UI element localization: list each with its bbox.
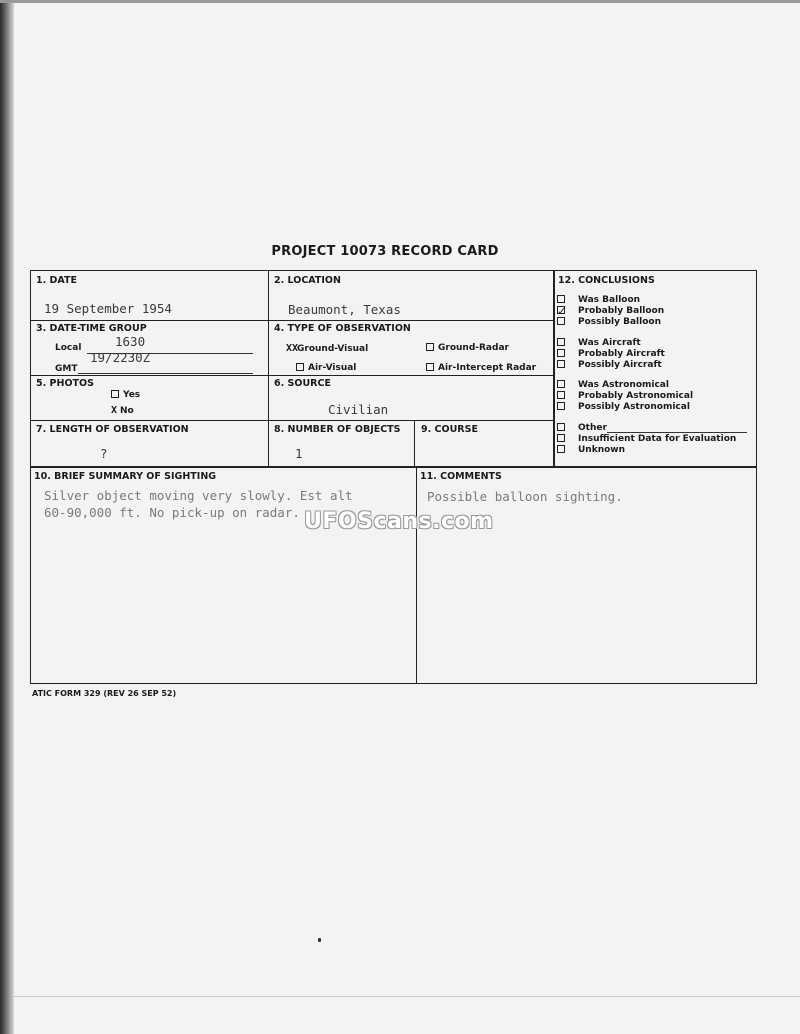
observation-type-label: 4. TYPE OF OBSERVATION <box>274 323 411 334</box>
row-divider-1 <box>30 320 553 321</box>
row-divider-2 <box>30 375 553 376</box>
conclusion-probably-astronomical <box>557 391 693 402</box>
was-astronomical-label: Was Astronomical <box>578 380 669 390</box>
photos-yes-option <box>111 390 140 400</box>
scan-fold-line <box>14 996 800 997</box>
summary-line-1: Silver object moving very slowly. Est alt <box>44 488 353 503</box>
probably-balloon-checkmark: ✓ <box>557 305 567 318</box>
unknown-label: Unknown <box>578 445 626 455</box>
ground-radar-label: Ground-Radar <box>438 343 509 353</box>
conclusion-possibly-aircraft <box>557 360 662 371</box>
possibly-astronomical-checkbox <box>557 402 565 410</box>
air-intercept-radar-label: Air-Intercept Radar <box>438 363 537 373</box>
course-label: 9. COURSE <box>421 424 478 435</box>
dtg-label: 3. DATE-TIME GROUP <box>36 323 147 334</box>
possibly-balloon-label: Possibly Balloon <box>578 317 661 327</box>
probably-astronomical-checkbox <box>557 391 565 399</box>
other-underline <box>607 432 747 433</box>
location-value: Beaumont, Texas <box>288 302 401 317</box>
objects-label: 8. NUMBER OF OBJECTS <box>274 424 401 435</box>
photos-yes-label: Yes <box>123 390 141 400</box>
course-divider <box>414 420 415 466</box>
possibly-astronomical-label: Possibly Astronomical <box>578 402 690 412</box>
conclusion-was-astronomical <box>557 380 669 391</box>
photos-label: 5. PHOTOS <box>36 378 94 389</box>
gmt-underline <box>78 373 253 374</box>
row-divider-4 <box>30 466 757 468</box>
air-visual-checkbox <box>296 363 304 371</box>
ground-visual-option <box>286 343 368 354</box>
probably-balloon-label: Probably Balloon <box>578 306 665 316</box>
local-label: Local <box>55 343 82 353</box>
location-label: 2. LOCATION <box>274 275 341 286</box>
conclusion-possibly-balloon <box>557 317 661 328</box>
conclusion-unknown <box>557 445 625 456</box>
was-balloon-checkbox <box>557 295 565 303</box>
was-astronomical-checkbox <box>557 380 565 388</box>
was-aircraft-label: Was Aircraft <box>578 338 641 348</box>
form-footer: ATIC FORM 329 (REV 26 SEP 52) <box>32 689 177 698</box>
probably-aircraft-checkbox <box>557 349 565 357</box>
comments-divider <box>416 466 417 684</box>
comments-value: Possible balloon sighting. <box>427 489 623 504</box>
ground-radar-checkbox <box>426 343 434 351</box>
photos-no-option <box>111 405 134 416</box>
photos-yes-checkbox <box>111 390 119 398</box>
ground-visual-label: Ground-Visual <box>297 344 369 354</box>
probably-aircraft-label: Probably Aircraft <box>578 349 665 359</box>
ground-visual-checkmark: XX <box>286 343 299 354</box>
was-balloon-label: Was Balloon <box>578 295 641 305</box>
insufficient-data-label: Insufficient Data for Evaluation <box>578 434 737 444</box>
unknown-checkbox <box>557 445 565 453</box>
conclusions-divider <box>553 270 555 466</box>
ground-radar-option <box>426 343 509 353</box>
conclusion-probably-aircraft <box>557 349 665 360</box>
other-checkbox <box>557 423 565 431</box>
other-label: Other <box>578 423 607 433</box>
watermark: UFOScans.com <box>304 509 494 534</box>
conclusion-possibly-astronomical <box>557 402 690 413</box>
summary-label: 10. BRIEF SUMMARY OF SIGHTING <box>34 471 217 482</box>
conclusion-was-balloon <box>557 295 640 306</box>
probably-astronomical-label: Probably Astronomical <box>578 391 694 401</box>
possibly-aircraft-checkbox <box>557 360 565 368</box>
air-intercept-radar-option <box>426 363 536 373</box>
was-aircraft-checkbox <box>557 338 565 346</box>
air-visual-option <box>296 363 356 373</box>
gmt-value: 19/2230Z <box>90 350 151 365</box>
conclusion-insufficient-data <box>557 434 736 445</box>
conclusions-label: 12. CONCLUSIONS <box>558 275 655 286</box>
scan-speck <box>318 938 321 942</box>
objects-value: 1 <box>295 446 303 461</box>
source-label: 6. SOURCE <box>274 378 331 389</box>
air-visual-label: Air-Visual <box>308 363 357 373</box>
scan-top-edge <box>0 0 800 3</box>
date-label: 1. DATE <box>36 275 77 286</box>
summary-line-2: 60-90,000 ft. No pick-up on radar. <box>44 505 300 520</box>
page-title: PROJECT 10073 RECORD CARD <box>271 244 499 259</box>
middle-divider <box>268 270 269 466</box>
comments-label: 11. COMMENTS <box>420 471 502 482</box>
conclusion-was-aircraft <box>557 338 641 349</box>
air-intercept-radar-checkbox <box>426 363 434 371</box>
gmt-label: GMT <box>55 364 78 374</box>
possibly-aircraft-label: Possibly Aircraft <box>578 360 662 370</box>
local-value: 1630 <box>115 334 146 349</box>
row-divider-3 <box>30 420 553 421</box>
insufficient-data-checkbox <box>557 434 565 442</box>
date-value: 19 September 1954 <box>44 301 172 316</box>
photos-no-checkmark: X <box>111 405 118 416</box>
scan-left-edge <box>0 0 14 1034</box>
source-value: Civilian <box>328 402 389 417</box>
conclusion-other <box>557 423 607 434</box>
length-value: ? <box>100 446 108 461</box>
photos-no-label: No <box>120 406 134 416</box>
conclusion-probably-balloon <box>557 306 664 317</box>
length-label: 7. LENGTH OF OBSERVATION <box>36 424 189 435</box>
